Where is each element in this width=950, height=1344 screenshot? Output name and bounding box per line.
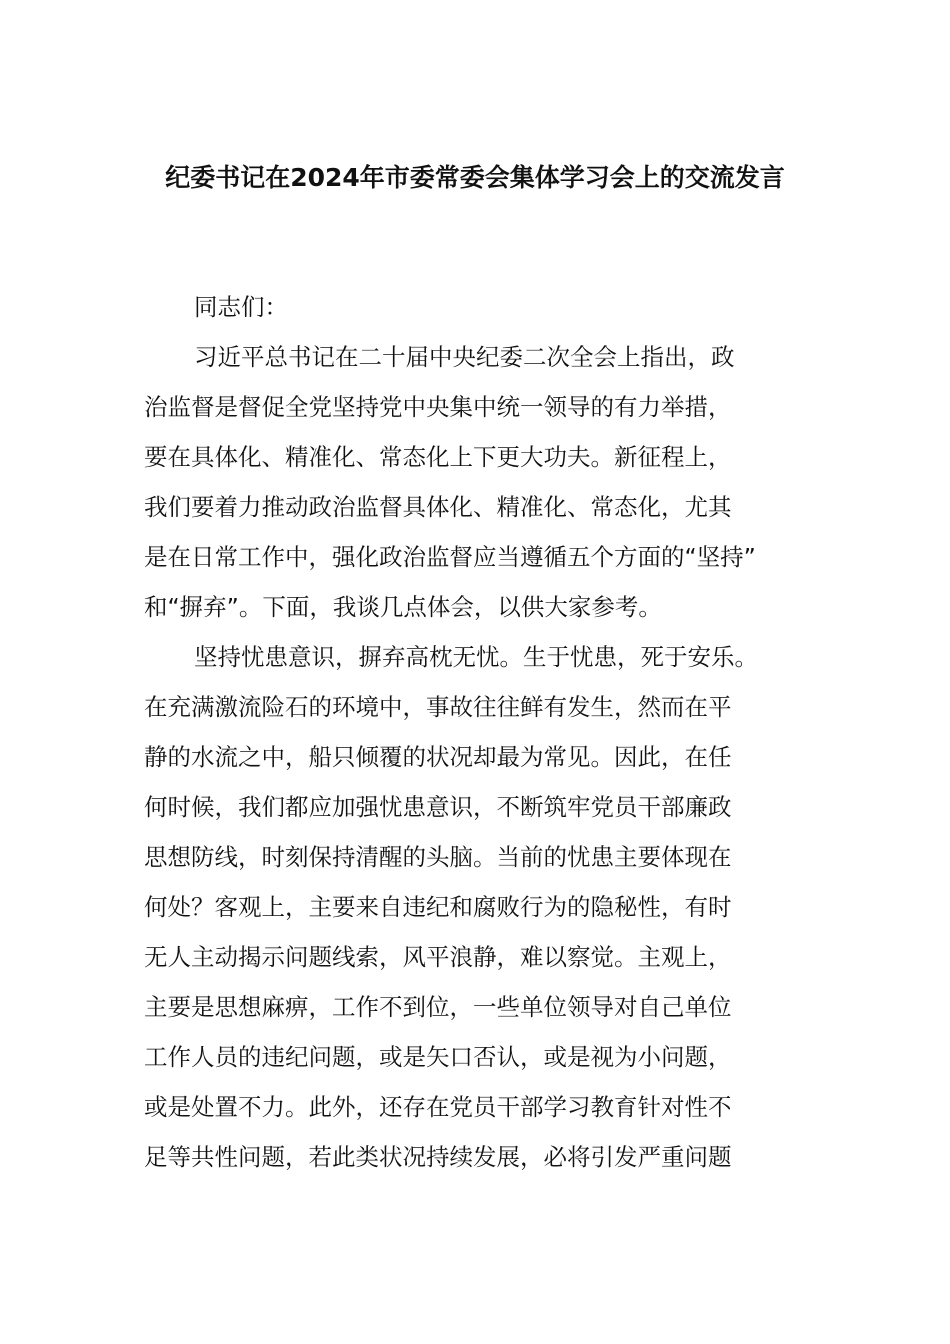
paragraph-2-line: 在充满激流险石的环境中，事故往往鲜有发生，然而在平 — [144, 693, 732, 721]
paragraph-2-line: 何处？客观上，主要来自违纪和腐败行为的隐秘性，有时 — [144, 893, 732, 921]
paragraph-1-line: 我们要着力推动政治监督具体化、精准化、常态化，尤其 — [144, 493, 732, 521]
paragraph-2-line: 或是处置不力。此外，还存在党员干部学习教育针对性不 — [144, 1093, 732, 1121]
paragraph-1-line: 是在日常工作中，强化政治监督应当遵循五个方面的“坚持” — [144, 543, 756, 571]
document-body — [144, 282, 809, 1182]
salutation: 同志们： — [194, 293, 288, 321]
paragraph-2-line: 足等共性问题，若此类状况持续发展，必将引发严重问题 — [144, 1143, 732, 1171]
page-title: 纪委书记在2024年市委常委会集体学习会上的交流发言 — [165, 163, 785, 192]
paragraph-2-line: 工作人员的违纪问题，或是矢口否认，或是视为小问题， — [144, 1043, 732, 1071]
paragraph-1-line: 要在具体化、精准化、常态化上下更大功夫。新征程上， — [144, 443, 732, 471]
paragraph-1-line: 治监督是督促全党坚持党中央集中统一领导的有力举措， — [144, 393, 732, 421]
paragraph-2-line: 静的水流之中，船只倾覆的状况却最为常见。因此，在任 — [144, 743, 732, 771]
paragraph-2-line: 主要是思想麻痹，工作不到位，一些单位领导对自己单位 — [144, 993, 732, 1021]
paragraph-2-line: 坚持忧患意识，摒弃高枕无忧。生于忧患，死于安乐。 — [194, 643, 758, 671]
paragraph-2-line: 何时候，我们都应加强忧患意识，不断筑牢党员干部廉政 — [144, 793, 732, 821]
paragraph-2-line: 思想防线，时刻保持清醒的头脑。当前的忧患主要体现在 — [144, 843, 732, 871]
paragraph-2-line: 无人主动揭示问题线索，风平浪静，难以察觉。主观上， — [144, 943, 732, 971]
paragraph-1 — [144, 332, 809, 632]
paragraph-2 — [144, 632, 809, 1182]
paragraph-1-line: 和“摒弃”。下面，我谈几点体会，以供大家参考。 — [144, 593, 662, 621]
paragraph-1-line: 习近平总书记在二十届中央纪委二次全会上指出，政 — [194, 343, 735, 371]
